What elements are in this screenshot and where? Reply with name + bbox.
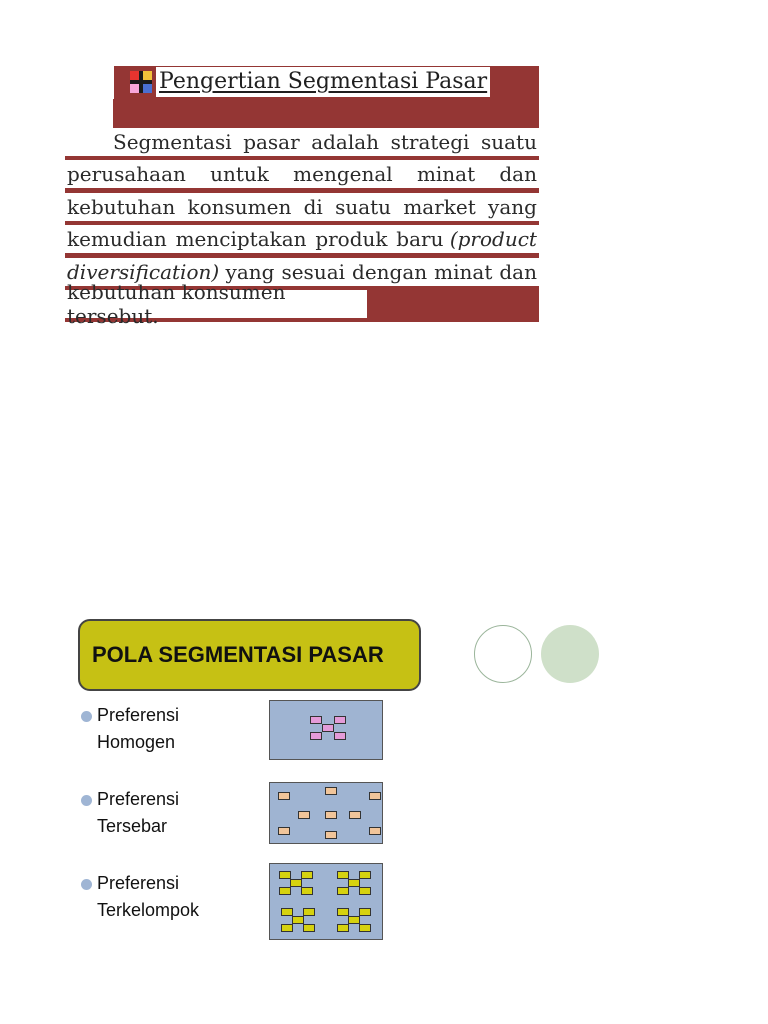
section-title: Pengertian Segmentasi Pasar (156, 67, 490, 97)
bullet-terkelompok: Preferensi Terkelompok (97, 870, 199, 924)
paragraph-line-1: Segmentasi pasar adalah strategi suatu (65, 128, 539, 156)
segment-block (290, 879, 302, 887)
segment-block (322, 724, 334, 732)
segment-block (369, 827, 381, 835)
segment-block (278, 827, 290, 835)
title-white-gap (65, 66, 114, 99)
definition-paragraph (65, 128, 539, 328)
left-white-gap (65, 99, 113, 130)
segment-block (348, 879, 360, 887)
segment-block (369, 792, 381, 800)
paragraph-line-3: kebutuhan konsumen di suatu market yang (65, 193, 539, 221)
bullet-dot-icon (81, 795, 92, 806)
pola-title-box (78, 619, 421, 691)
segment-block (337, 908, 349, 916)
segment-block (325, 831, 337, 839)
paragraph-line-5: diversification) yang sesuai dengan minat dan (65, 258, 539, 286)
bullet-homogen: Preferensi Homogen (97, 702, 179, 756)
segment-block (281, 924, 293, 932)
segment-block (325, 811, 337, 819)
bullet-dot-icon (81, 879, 92, 890)
pola-title: POLA SEGMENTASI PASAR (92, 642, 384, 667)
segment-block (279, 871, 291, 879)
terkelompok-diagram (269, 863, 383, 940)
segment-block (349, 811, 361, 819)
segment-block (301, 871, 313, 879)
segment-block (301, 887, 313, 895)
segment-block (359, 887, 371, 895)
segment-block (334, 716, 346, 724)
segment-block (281, 908, 293, 916)
bullet-tersebar: Preferensi Tersebar (97, 786, 179, 840)
paragraph-line-2: perusahaan untuk mengenal minat dan (65, 160, 539, 188)
segment-block (298, 811, 310, 819)
segment-block (303, 908, 315, 916)
segment-block (310, 716, 322, 724)
segment-block (337, 887, 349, 895)
segment-block (303, 924, 315, 932)
decorative-circle-filled (541, 625, 599, 683)
segment-block (292, 916, 304, 924)
segment-block (279, 887, 291, 895)
windows-flag-icon (130, 71, 152, 93)
paragraph-line-6: kebutuhan konsumen tersebut. (65, 290, 367, 318)
segment-block (359, 908, 371, 916)
segment-block (278, 792, 290, 800)
paragraph-line-4: kemudian menciptakan produk baru (product (65, 225, 539, 253)
segment-block (359, 871, 371, 879)
tersebar-diagram (269, 782, 383, 844)
homogen-diagram (269, 700, 383, 760)
segment-block (325, 787, 337, 795)
segment-block (334, 732, 346, 740)
segment-block (310, 732, 322, 740)
decorative-circle-outline (474, 625, 532, 683)
segment-block (359, 924, 371, 932)
segment-block (348, 916, 360, 924)
segment-block (337, 924, 349, 932)
section-title-row (130, 66, 490, 98)
segment-block (337, 871, 349, 879)
bullet-dot-icon (81, 711, 92, 722)
